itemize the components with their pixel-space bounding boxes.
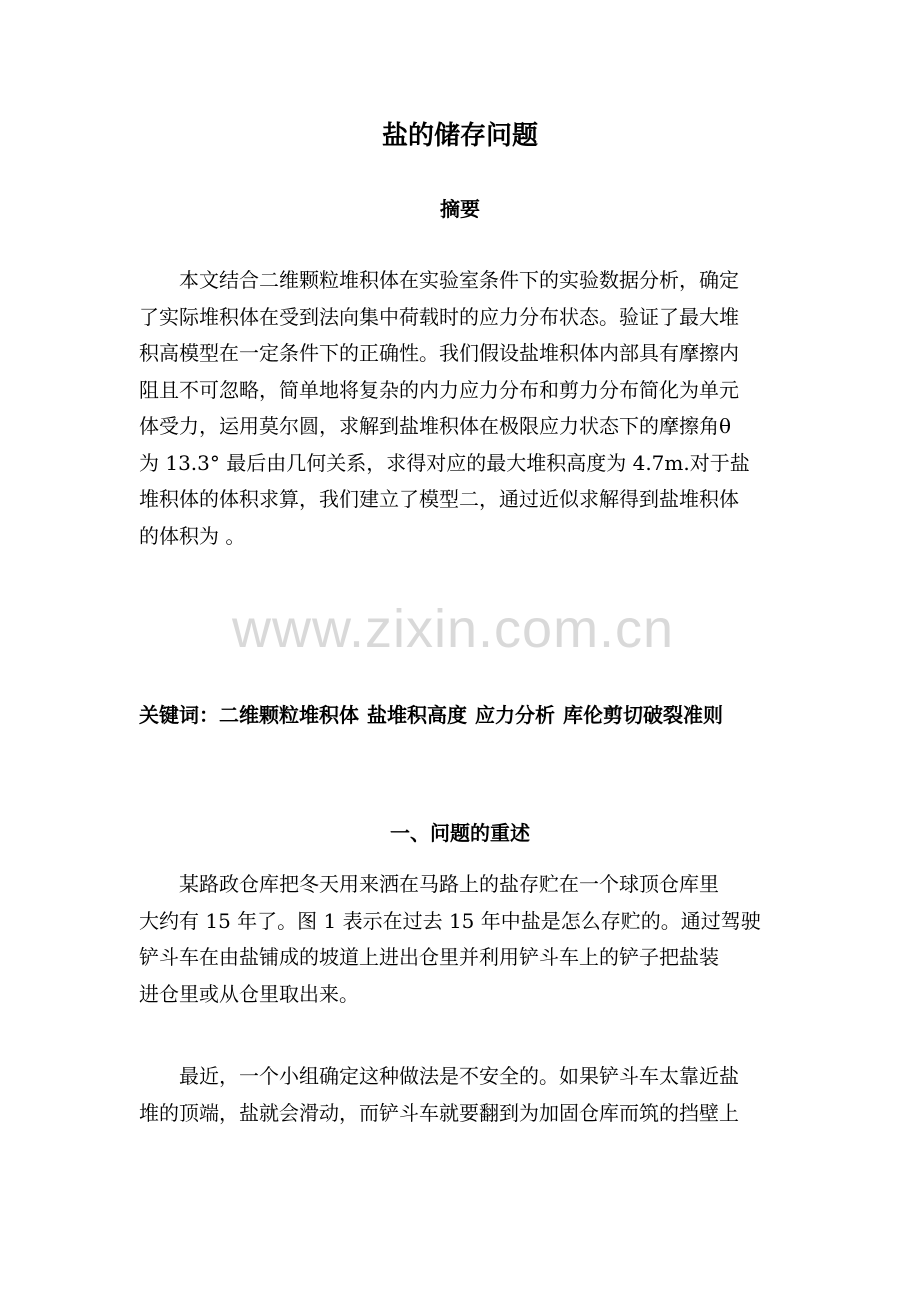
abstract-line: 堆积体的体积求算，我们建立了模型二，通过近似求解得到盐堆积体 [139,487,739,511]
section-paragraph [139,1058,781,1131]
abstract-line: 体受力，运用莫尔圆，求解到盐堆积体在极限应力状态下的摩擦角θ [139,414,732,438]
abstract-line: 的体积为 。 [139,523,246,548]
keyword: 二维颗粒堆积体 [219,703,359,727]
abstract-heading: 摘要 [440,197,480,221]
section-heading: 一、问题的重述 [390,821,530,845]
abstract-paragraph [139,262,781,554]
keyword: 盐堆积高度 [367,703,467,727]
paragraph-line: 进仓里或从仓里取出来。 [139,981,359,1006]
abstract-line: 为 13.3° 最后由几何关系，求得对应的最大堆积高度为 4.7m.对于盐 [139,450,750,475]
watermark: www.zixin.com.cn [232,599,675,659]
abstract-line: 本文结合二维颗粒堆积体在实验室条件下的实验数据分析，确定 [179,268,739,292]
paragraph-line: 最近，一个小组确定这种做法是不安全的。如果铲斗车太靠近盐 [179,1064,739,1088]
keyword: 应力分析 [475,703,555,727]
document-title: 盐的储存问题 [381,121,538,151]
paragraph-line: 铲斗车在由盐铺成的坡道上进出仓里并利用铲斗车上的铲子把盐装 [139,945,719,969]
abstract-line: 阻且不可忽略，简单地将复杂的内力应力分布和剪力分布简化为单元 [139,377,739,402]
keyword: 库伦剪切破裂准则 [563,703,723,727]
abstract-line: 积高模型在一定条件下的正确性。我们假设盐堆积体内部具有摩擦内 [139,341,739,365]
keywords-label: 关键词： [139,703,219,727]
keywords-line [139,700,789,730]
section-paragraph [139,866,781,1012]
paragraph-line: 大约有 15 年了。图 1 表示在过去 15 年中盐是怎么存贮的。通过驾驶 [139,908,761,933]
paragraph-line: 堆的顶端，盐就会滑动，而铲斗车就要翻到为加固仓库而筑的挡壁上 [139,1100,739,1125]
paragraph-line: 某路政仓库把冬天用来洒在马路上的盐存贮在一个球顶仓库里 [179,872,719,896]
abstract-line: 了实际堆积体在受到法向集中荷载时的应力分布状态。验证了最大堆 [139,304,739,329]
